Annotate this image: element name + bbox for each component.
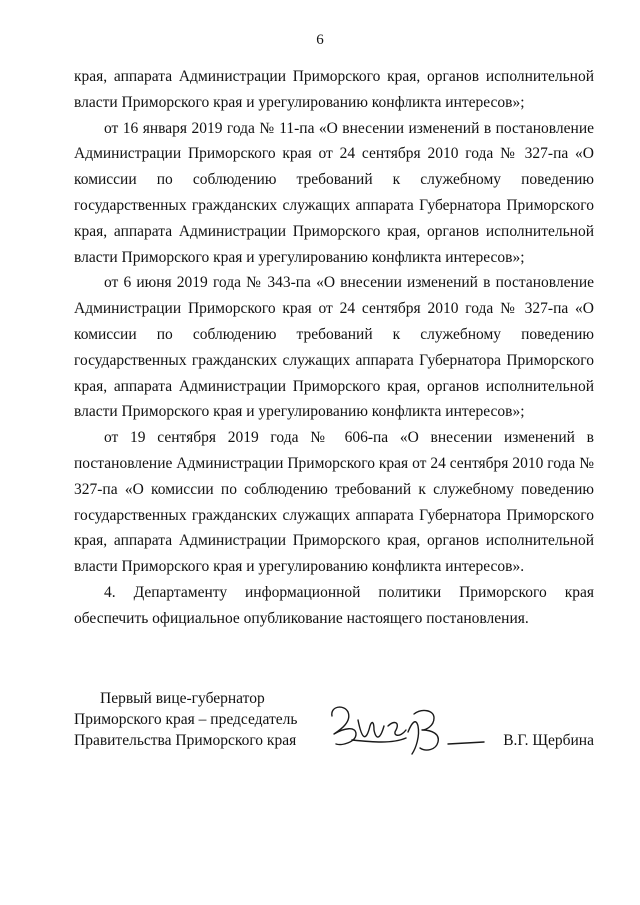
signature-block [74, 688, 594, 768]
paragraph-decree-11-pa: от 16 января 2019 года № 11-па «О внесении изменений в постановление Администрации Приморского края от 24 сентября 2010 года № 327-па «О комиссии по соблюдению требований к служебному поведению государственных гражданских служащих аппарата Губернатора Приморского края, аппарата Администрации Приморского края, органов исполнительной власти Приморского края и урегулированию конфликта интересов»; [74, 119, 594, 266]
paragraph-continuation: края, аппарата Администрации Приморского края, органов исполнительной власти Приморского края и урегулированию конфликта интересов»; [74, 68, 594, 111]
signatory-name: В.Г. Щербина [503, 732, 594, 749]
paragraph-item-4: 4. Департаменту информационной политики Приморского края обеспечить официальное опубликование настоящего постановления. [74, 583, 594, 627]
paragraph-decree-606-pa: от 19 сентября 2019 года № 606-па «О внесении изменений в постановление Администрации Приморского края от 24 сентября 2010 года № 327-па «О комиссии по соблюдению требований к служебному поведению государственных гражданских служащих аппарата Губернатора Приморского края, аппарата Администрации Приморского края, органов исполнительной власти Приморского края и урегулированию конфликта интересов». [74, 429, 594, 576]
page-number: 6 [316, 32, 324, 48]
handwritten-signature [322, 696, 492, 766]
signatory-title-line: Первый вице-губернатор [100, 690, 265, 707]
signatory-title-line: Правительства Приморского края [74, 732, 297, 749]
paragraph-decree-343-pa: от 6 июня 2019 года № 343-па «О внесении изменений в постановление Администрации Приморского края от 24 сентября 2010 года № 327-па «О комиссии по соблюдению требований к служебному поведению государственных гражданских служащих аппарата Губернатора Приморского края, аппарата Администрации Приморского края, органов исполнительной власти Приморского края и урегулированию конфликта интересов»; [74, 274, 594, 421]
signatory-title [74, 688, 314, 751]
document-body [74, 64, 594, 632]
signatory-title-line: Приморского края – председатель [74, 711, 298, 728]
